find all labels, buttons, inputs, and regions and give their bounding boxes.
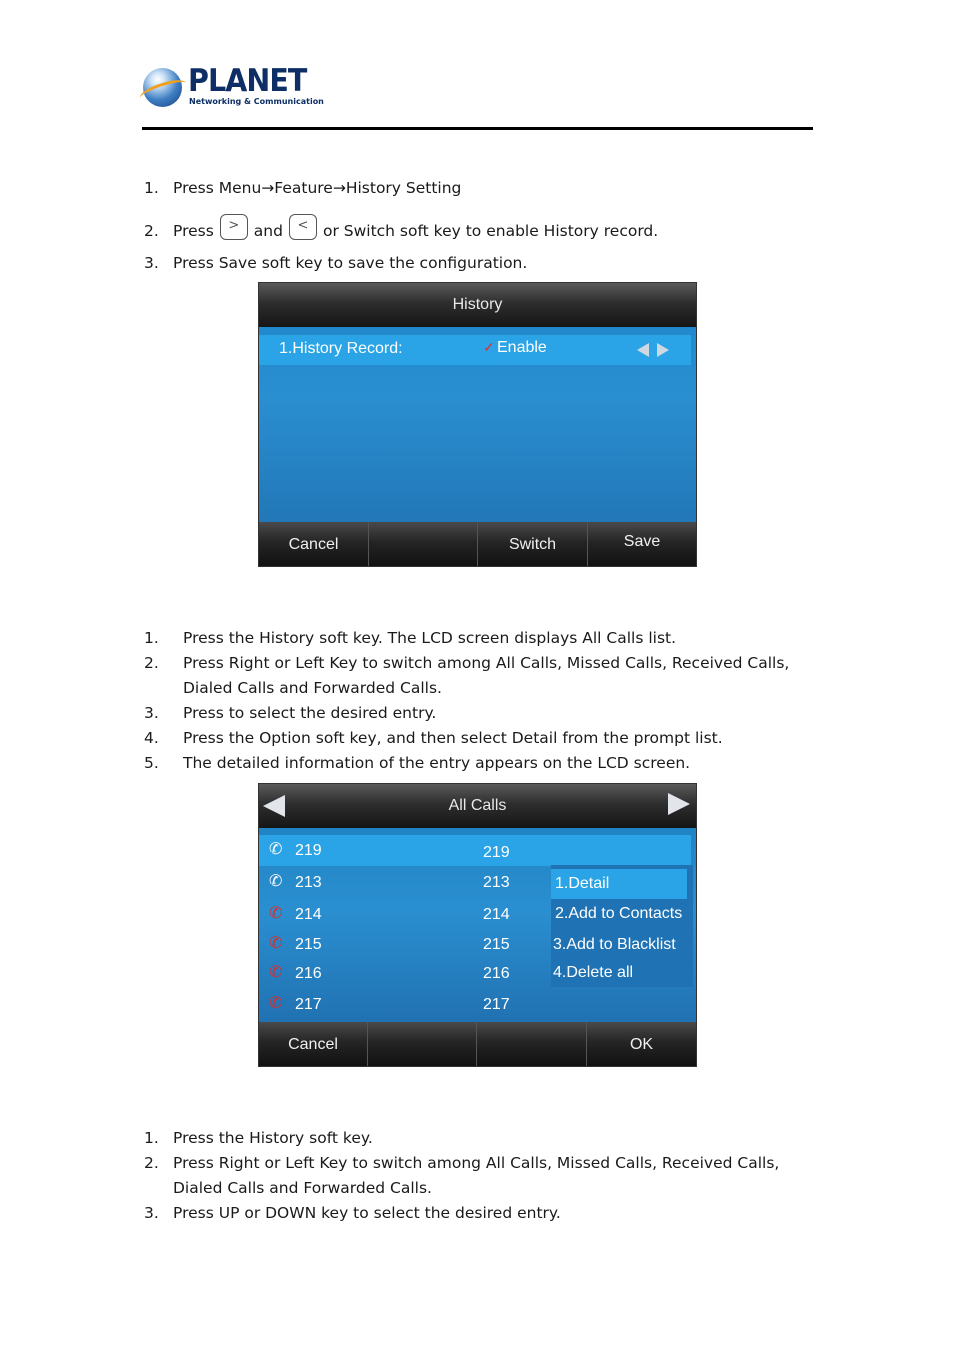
call-list-item[interactable] [259,867,551,898]
step-number: 4. [144,729,159,747]
missed-call-icon: ✆ [269,995,283,1012]
history-record-label: 1.History Record: [279,340,403,357]
step-text-with-keys [173,217,659,242]
softkey-save[interactable]: Save [623,533,661,550]
all-calls-screen [258,783,697,1067]
step-text: Press the History soft key. The LCD screen displays All Calls list. [183,629,677,647]
step-text-continued: Dialed Calls and Forwarded Calls. [183,679,442,697]
softkey-empty[interactable] [369,522,478,566]
step-number: 1. [144,179,159,197]
softkey-switch[interactable]: Switch [478,522,588,566]
option-menu [551,865,693,987]
step-number: 2. [144,1154,159,1172]
prev-list-icon[interactable] [263,795,285,817]
softkey-cancel[interactable]: Cancel [259,1022,368,1066]
missed-call-icon: ✆ [269,905,283,922]
arrow-left-icon[interactable] [637,343,649,357]
softkey-bar [259,1022,696,1066]
missed-call-icon: ✆ [269,935,283,952]
step-text: Press the History soft key. [173,1129,373,1147]
menu-item-delete-all[interactable]: 4.Delete all [553,964,634,981]
call-number: 213 [483,874,510,891]
history-record-row[interactable] [259,335,691,365]
step-text: Press Save soft key to save the configuration. [173,254,528,272]
step-text: Press Right or Left Key to switch among All Calls, Missed Calls, Received Calls, [183,654,790,672]
call-name: 213 [295,874,322,891]
step-number: 1. [144,1129,159,1147]
step-number: 5. [144,754,159,772]
softkey-empty[interactable] [368,1022,477,1066]
screen-title [259,784,696,828]
next-list-icon[interactable] [668,793,690,815]
step-text: Press Right or Left Key to switch among All Calls, Missed Calls, Received Calls, [173,1154,780,1172]
call-number: 217 [483,996,510,1013]
step-text: The detailed information of the entry appears on the LCD screen. [183,754,691,772]
step-number: 1. [144,629,159,647]
all-calls-title: All Calls [448,797,507,814]
arrow-right-icon[interactable] [657,343,669,357]
call-list-item[interactable] [259,835,691,866]
call-number: 214 [483,906,510,923]
call-name: 214 [295,906,322,923]
call-list-item[interactable] [259,929,551,960]
call-name: 217 [295,996,322,1013]
step-pre: Press [173,222,214,240]
received-call-icon: ✆ [269,873,283,890]
logo-tagline: Networking & Communication [189,97,324,106]
step-number: 2. [144,654,159,672]
step-text: Press UP or DOWN key to select the desired entry. [173,1204,561,1222]
call-number: 215 [483,936,510,953]
step-text: Press the Option soft key, and then select Detail from the prompt list. [183,729,723,747]
left-key-icon: < [289,214,317,240]
step-number: 3. [144,704,159,722]
missed-call-icon: ✆ [269,964,283,981]
call-list-item[interactable] [259,958,551,989]
menu-item-add-to-blacklist[interactable]: 3.Add to Blacklist [553,936,676,953]
step-text: Press to select the desired entry. [183,704,437,722]
step-text: Press Menu→Feature→History Setting [173,179,462,197]
logo-brand: PLANET [188,63,307,99]
step-text-continued: Dialed Calls and Forwarded Calls. [173,1179,432,1197]
planet-logo [143,63,324,110]
softkey-cancel[interactable]: Cancel [259,522,369,566]
call-name: 216 [295,965,322,982]
softkey-empty[interactable] [477,1022,587,1066]
received-call-icon: ✆ [269,841,283,858]
call-list-item[interactable] [259,899,551,930]
softkey-ok[interactable]: OK [629,1036,654,1053]
header-divider [142,127,813,130]
menu-item-add-to-contacts[interactable]: 2.Add to Contacts [555,905,683,922]
step-number: 2. [144,222,159,240]
step-number: 3. [144,1204,159,1222]
step-post: or Switch soft key to enable History record. [322,222,659,240]
history-setting-screen [258,282,697,567]
softkey-bar [259,522,696,566]
check-icon: ✓ [483,339,495,355]
step-number: 3. [144,254,159,272]
call-number: 216 [483,965,510,982]
call-name: 215 [295,936,322,953]
screen-title: History [259,283,696,327]
menu-item-detail[interactable]: 1.Detail [551,869,687,899]
call-list-item[interactable] [259,989,551,1020]
right-key-icon: > [220,214,248,240]
history-record-value: Enable [497,339,547,356]
step-mid: and [253,222,283,240]
call-number: 219 [483,844,510,861]
call-name: 219 [295,842,322,859]
